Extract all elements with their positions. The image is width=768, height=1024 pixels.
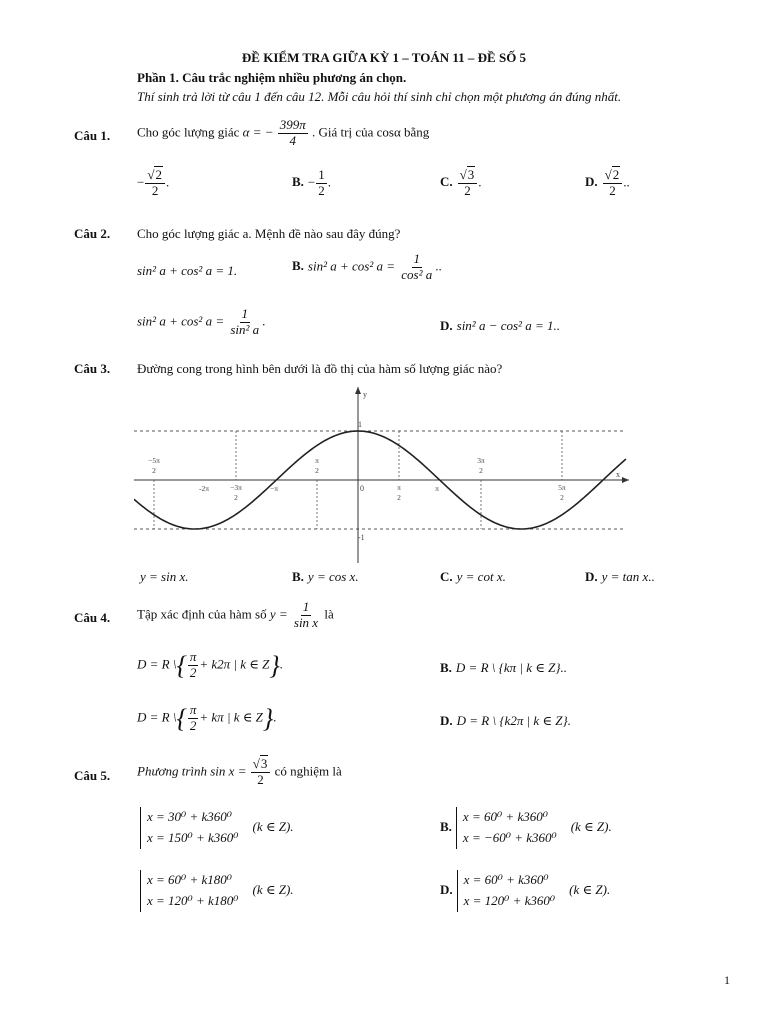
question-5-text: Phương trình sin x = $\frac{√3}{2}$ có nghiệm là: [137, 756, 342, 787]
question-2-text: Cho góc lượng giác a. Mệnh đề nào sau đây đúng?: [137, 226, 401, 241]
q4-option-d[interactable]: D. D = R \ {k2π | k ∈ Z}.: [440, 713, 571, 728]
tick-neg-5pi-2-num: −5π: [148, 456, 160, 465]
q3-option-b[interactable]: B. y = cos x.: [292, 569, 359, 584]
tick-neg-pi: −π: [269, 484, 279, 493]
q5-option-b[interactable]: B. x = 60⁰ + k360⁰ x = −60⁰ + k360⁰ (k ∈ Z).: [440, 807, 612, 849]
q2-option-c[interactable]: sin² a + cos² a = $\frac{1}{\text{sin² a}}$ .: [137, 306, 266, 337]
q2-option-b[interactable]: B. sin² a + cos² a = $\frac{1}{\text{cos² a}}$ ..: [292, 251, 442, 282]
instruction: Thí sinh trả lời từ câu 1 đến câu 12. Mỗi câu hỏi thí sinh chỉ chọn một phương án đúng nhất.: [137, 89, 622, 104]
question-3-text: Đường cong trong hình bên dưới là đồ thị của hàm số lượng giác nào?: [137, 361, 503, 376]
y-axis-label: y: [363, 390, 367, 399]
q1-option-a[interactable]: − $\frac{√2}{2}$ .: [137, 167, 170, 198]
question-1-number: Câu 1.: [74, 128, 111, 143]
tick-neg-3pi-2-num: −3π: [230, 483, 242, 492]
y-minus-one-label: -1: [358, 533, 365, 542]
q2-option-d[interactable]: D. sin² a − cos² a = 1..: [440, 318, 560, 333]
tick-pi-2-upper-den: 2: [315, 466, 319, 475]
q5-option-a[interactable]: x = 30⁰ + k360⁰ x = 150⁰ + k360⁰ (k ∈ Z).: [140, 807, 294, 849]
q4-option-a[interactable]: D = R \{ $\frac{\pi}{2}$ + k2π | k ∈ Z}.: [137, 649, 284, 681]
question-1-text: Cho góc lượng giác α = − $\frac{399\pi}{4}$ . Giá trị của cosα bằng: [137, 117, 430, 148]
tick-3pi-2-den: 2: [479, 466, 483, 475]
q5-option-c[interactable]: x = 60⁰ + k180⁰ x = 120⁰ + k180⁰ (k ∈ Z).: [140, 870, 294, 912]
tick-3pi-2-num: 3π: [477, 456, 485, 465]
tick-neg-5pi-2-den: 2: [152, 466, 156, 475]
q2-option-a[interactable]: sin² a + cos² a = 1.: [137, 263, 238, 278]
tick-pi-2-den: 2: [397, 493, 401, 502]
tick-5pi-2-num: 5π: [558, 483, 566, 492]
cosine-graph: [134, 385, 629, 565]
tick-pi: π: [435, 484, 439, 493]
page-number: 1: [724, 973, 730, 987]
exam-title: ĐỀ KIỂM TRA GIỮA KỲ 1 – TOÁN 11 – ĐỀ SỐ 5: [241, 50, 527, 65]
q3-option-c[interactable]: C. y = cot x.: [440, 569, 506, 584]
q5-option-d[interactable]: D. x = 60⁰ + k360⁰ x = 120⁰ + k360⁰ (k ∈ Z).: [440, 870, 610, 912]
q3-option-d[interactable]: D. y = tan x..: [585, 569, 655, 584]
question-4-text: Tập xác định của hàm số y = $\frac{1}{\text{sin x}}$ là: [137, 599, 334, 630]
q1-option-d[interactable]: D. $\frac{√2}{2}$ ..: [585, 167, 630, 198]
q1-option-b[interactable]: B. − $\frac{1}{2}$ .: [292, 167, 332, 198]
tick-pi-2-upper-num: π: [315, 456, 319, 465]
origin-label: 0: [360, 484, 364, 493]
tick-neg-3pi-2-den: 2: [234, 493, 238, 502]
y-one-label: 1: [358, 420, 362, 429]
question-4-number: Câu 4.: [74, 610, 111, 625]
x-axis-label: x: [616, 470, 620, 479]
q4-option-c[interactable]: D = R \{ $\frac{\pi}{2}$ + kπ | k ∈ Z}.: [137, 702, 277, 734]
y-axis-arrow: [355, 387, 361, 394]
q3-option-a[interactable]: y = sin x.: [140, 569, 189, 584]
tick-5pi-2-den: 2: [560, 493, 564, 502]
tick-pi-2-num: π: [397, 483, 401, 492]
question-5-number: Câu 5.: [74, 768, 111, 783]
question-2-number: Câu 2.: [74, 226, 111, 241]
section-title: Phần 1. Câu trắc nghiệm nhiều phương án chọn.: [137, 70, 407, 85]
question-3-number: Câu 3.: [74, 361, 111, 376]
q1-option-c[interactable]: C. $\frac{√3}{2}$ .: [440, 167, 482, 198]
x-axis-arrow: [622, 477, 629, 483]
tick-neg-2pi: -2π: [198, 484, 210, 493]
q4-option-b[interactable]: B. D = R \ {kπ | k ∈ Z}..: [440, 660, 568, 675]
